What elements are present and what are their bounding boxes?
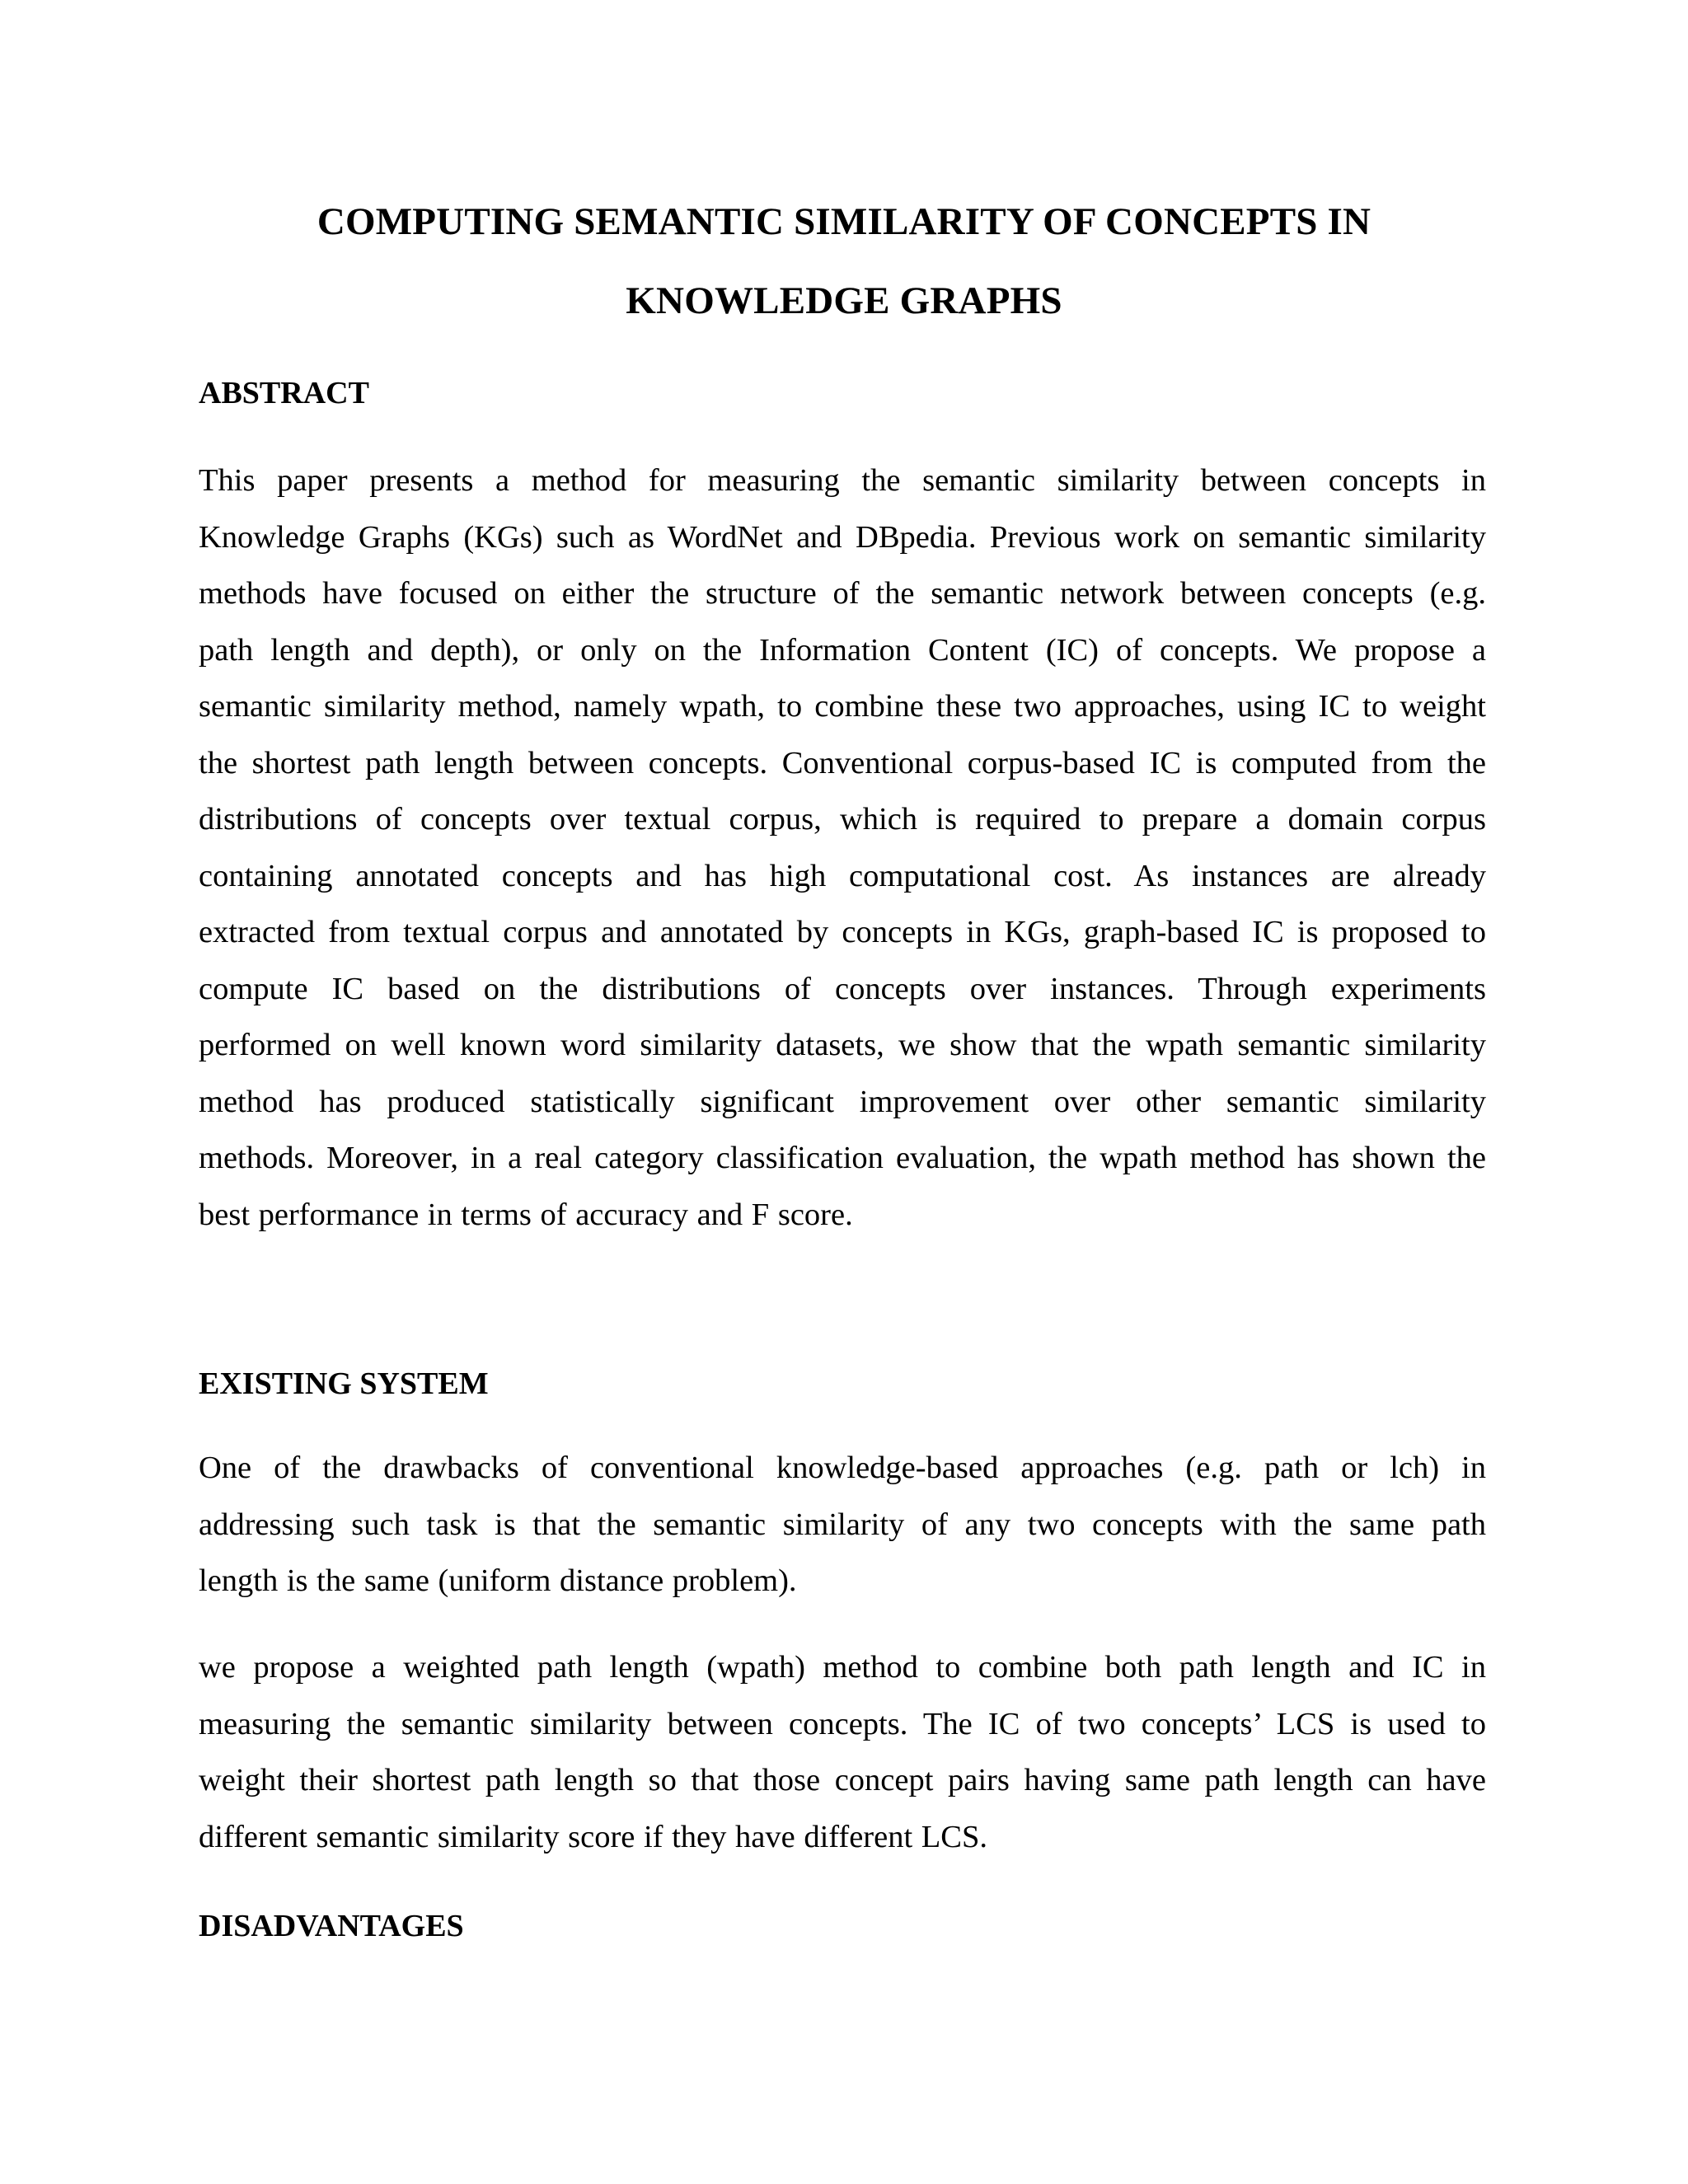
existing-system-line: addressing such task is that the semantic similarity of any two concepts with the same path xyxy=(199,1507,1486,1542)
paper-title-line-1: COMPUTING SEMANTIC SIMILARITY OF CONCEPTS IN xyxy=(316,200,1372,243)
existing-system-line: we propose a weighted path length (wpath) method to combine both path length and IC in xyxy=(199,1650,1486,1685)
abstract-line: compute IC based on the distributions of concepts over instances. Through experiments xyxy=(199,971,1486,1006)
abstract-heading: ABSTRACT xyxy=(199,376,369,410)
abstract-paragraph xyxy=(199,452,1486,1243)
abstract-line: semantic similarity method, namely wpath, to combine these two approaches, using IC to weight xyxy=(199,689,1486,724)
existing-system-line: length is the same (uniform distance problem). xyxy=(199,1563,797,1598)
existing-system-line: One of the drawbacks of conventional knowledge-based approaches (e.g. path or lch) in xyxy=(199,1451,1486,1485)
abstract-line: methods have focused on either the structure of the semantic network between concepts (e.g. xyxy=(199,576,1486,611)
abstract-line: This paper presents a method for measuring the semantic similarity between concepts in xyxy=(199,463,1486,498)
existing-system-line: different semantic similarity score if they have different LCS. xyxy=(199,1819,988,1854)
abstract-line: distributions of concepts over textual corpus, which is required to prepare a domain corpus xyxy=(199,802,1486,837)
abstract-line: containing annotated concepts and has high computational cost. As instances are already xyxy=(199,858,1486,893)
existing-system-paragraph-1 xyxy=(199,1440,1486,1610)
existing-system-line: measuring the semantic similarity between concepts. The IC of two concepts’ LCS is used to xyxy=(199,1706,1486,1741)
paper-title-line-2: KNOWLEDGE GRAPHS xyxy=(626,279,1062,322)
existing-system-heading: EXISTING SYSTEM xyxy=(199,1366,489,1401)
abstract-line: the shortest path length between concepts. Conventional corpus-based IC is computed from the xyxy=(199,745,1486,780)
abstract-line: methods. Moreover, in a real category classification evaluation, the wpath method has shown the xyxy=(199,1141,1486,1175)
existing-system-line: weight their shortest path length so that those concept pairs having same path length can have xyxy=(199,1763,1486,1797)
abstract-line: Knowledge Graphs (KGs) such as WordNet and DBpedia. Previous work on semantic similarity xyxy=(199,519,1486,555)
existing-system-paragraph-2 xyxy=(199,1639,1486,1865)
disadvantages-heading: DISADVANTAGES xyxy=(199,1909,464,1943)
abstract-line: best performance in terms of accuracy and F score. xyxy=(199,1197,853,1232)
abstract-line: performed on well known word similarity datasets, we show that the wpath semantic similarity xyxy=(199,1028,1486,1062)
abstract-line: extracted from textual corpus and annotated by concepts in KGs, graph-based IC is proposed to xyxy=(199,915,1486,949)
abstract-line: path length and depth), or only on the Information Content (IC) of concepts. We propose a xyxy=(199,632,1486,668)
abstract-line: method has produced statistically significant improvement over other semantic similarity xyxy=(199,1084,1486,1119)
